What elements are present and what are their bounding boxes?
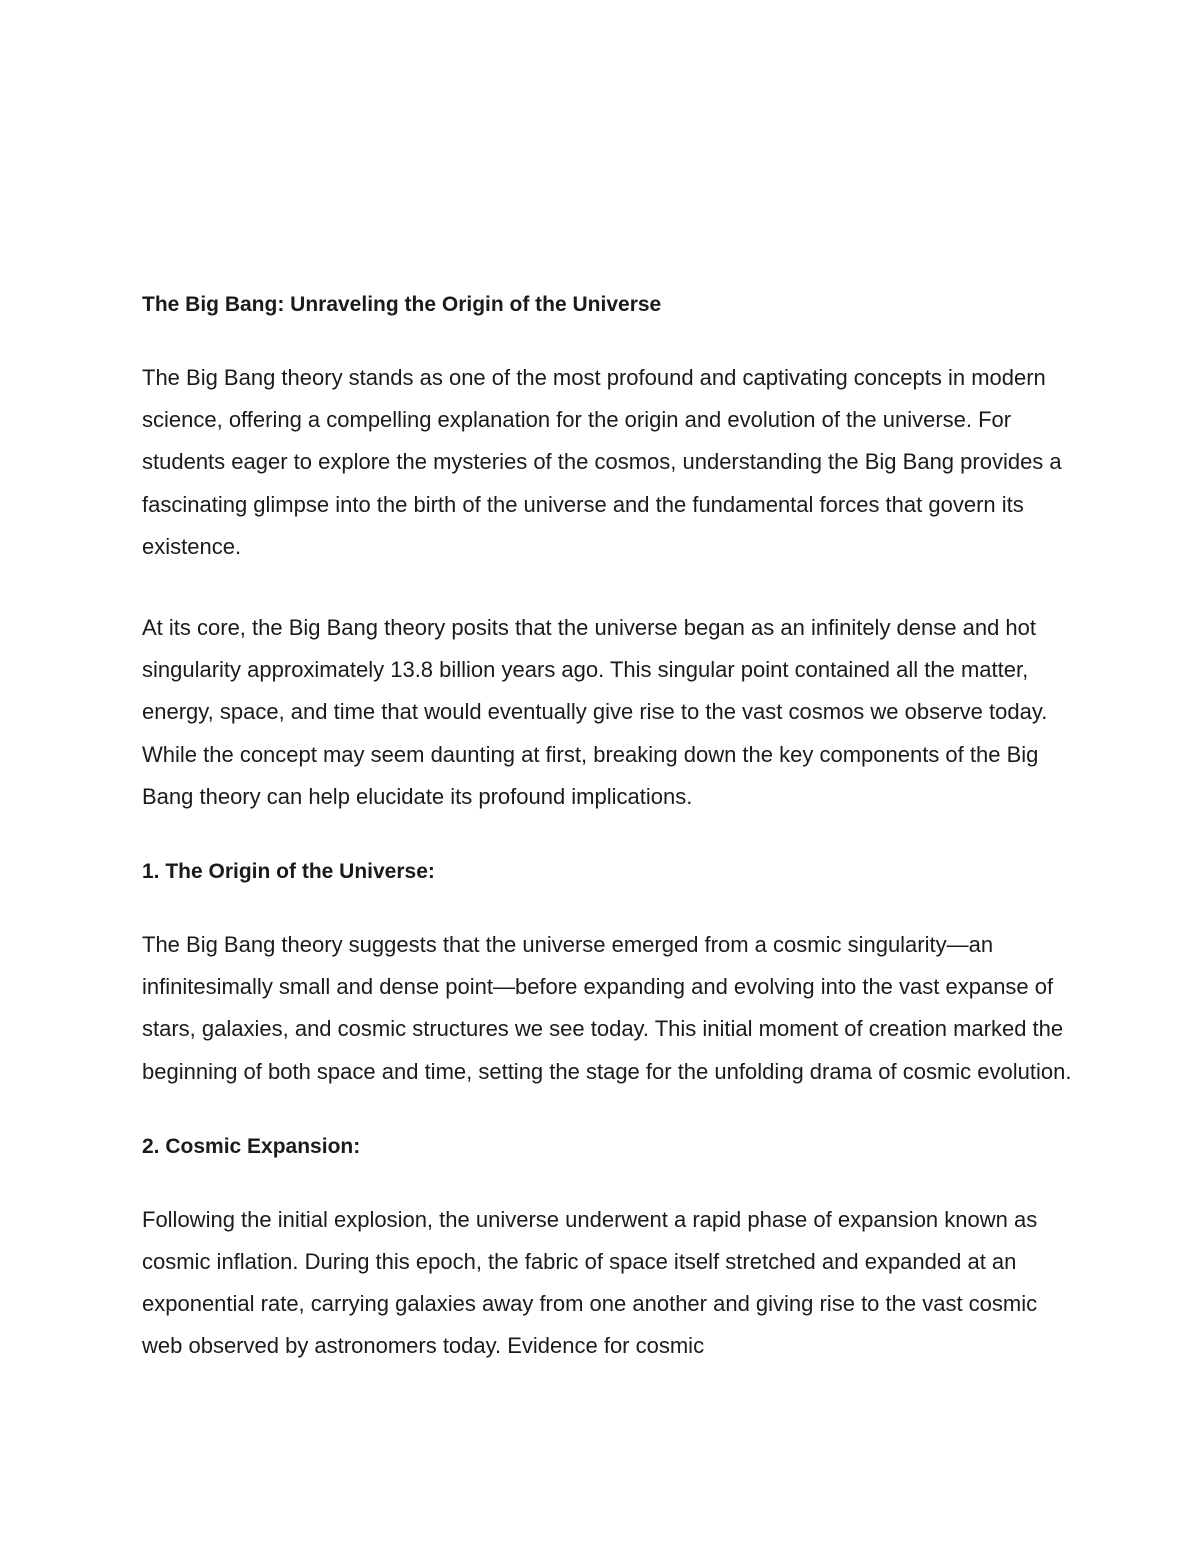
section-body-origin: The Big Bang theory suggests that the universe emerged from a cosmic singularity—an infinitesimally small and dense point—before expanding and evolving into the vast expanse of stars, galaxies, and cosmic structures we see today. This initial moment of creation marked the beginning of both space and time, setting the stage for the unfolding drama of cosmic evolution. xyxy=(142,932,1072,1084)
document-title: The Big Bang: Unraveling the Origin of the Universe xyxy=(142,293,662,316)
intro-paragraph-1: The Big Bang theory stands as one of the most profound and captivating concepts in modern science, offering a compelling explanation for the origin and evolution of the universe. For students eager to explore the mysteries of the cosmos, understanding the Big Bang provides a fascinating glimpse into the birth of the universe and the fundamental forces that govern its existence. xyxy=(142,365,1062,559)
section-heading-expansion: 2. Cosmic Expansion: xyxy=(142,1134,361,1158)
section-body-expansion: Following the initial explosion, the universe underwent a rapid phase of expansion known as cosmic inflation. During this epoch, the fabric of space itself stretched and expanded at an exponential rate, carrying galaxies away from one another and giving rise to the vast cosmic web observed by astronomers today. Evidence for cosmic xyxy=(142,1206,1038,1359)
document-body xyxy=(142,290,1072,1407)
section-heading-origin: 1. The Origin of the Universe: xyxy=(142,860,435,884)
intro-paragraph-2: At its core, the Big Bang theory posits that the universe began as an infinitely dense and hot singularity approximately 13.8 billion years ago. This singular point contained all the matter, energy, space, and time that would eventually give rise to the vast cosmos we observe today. While the concept may seem daunting at first, breaking down the key components of the Big Bang theory can help elucidate its profound implications. xyxy=(142,615,1048,809)
